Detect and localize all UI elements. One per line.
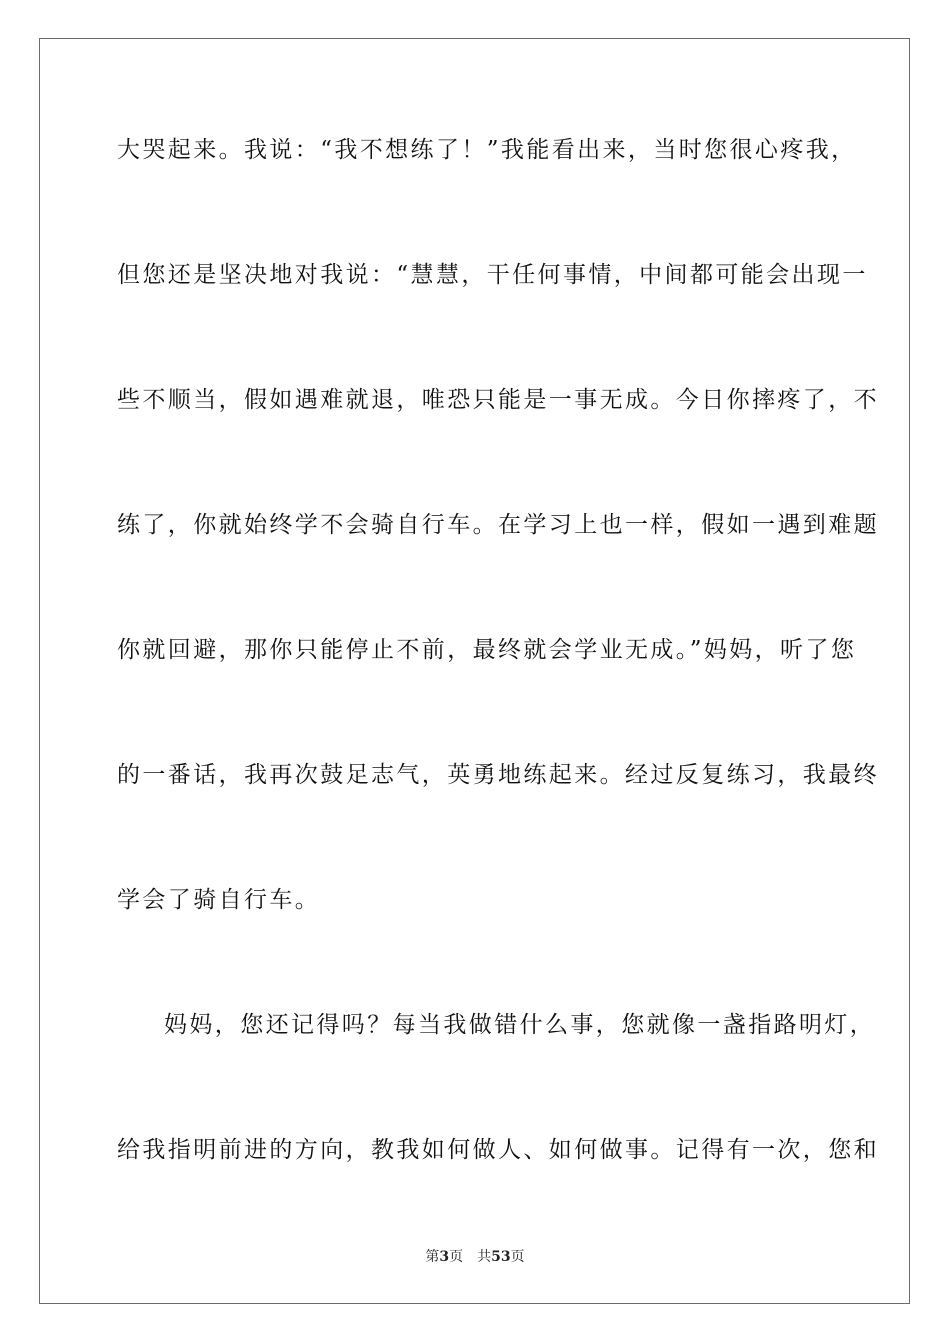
text-line: 但您还是坚决地对我说：“慧慧，干任何事情，中间都可能会出现一	[117, 262, 868, 288]
text-line: 大哭起来。我说：“我不想练了！”我能看出来，当时您很心疼我，	[117, 137, 857, 163]
page-footer	[0, 1248, 950, 1266]
total-prefix: 共	[477, 1249, 492, 1265]
page-suffix: 页	[449, 1249, 464, 1265]
text-line: 学会了骑自行车。	[117, 887, 321, 913]
text-line: 给我指明前进的方向，教我如何做人、如何做事。记得有一次，您和	[117, 1137, 879, 1163]
current-page-number: 3	[439, 1249, 450, 1265]
text-line-indented: 妈妈，您还记得吗？每当我做错什么事，您就像一盏指路明灯，	[164, 1012, 876, 1038]
text-line: 你就回避，那你只能停止不前，最终就会学业无成。”妈妈，听了您	[117, 637, 857, 663]
text-line: 些不顺当，假如遇难就退，唯恐只能是一事无成。今日你摔疼了，不	[117, 387, 879, 413]
text-line: 练了，你就始终学不会骑自行车。在学习上也一样，假如一遇到难题	[117, 512, 879, 538]
page-prefix: 第	[425, 1249, 440, 1265]
text-line: 的一番话，我再次鼓足志气，英勇地练起来。经过反复练习，我最终	[117, 762, 879, 788]
total-suffix: 页	[510, 1249, 525, 1265]
total-page-count: 53	[491, 1249, 511, 1265]
page-border	[39, 38, 910, 1304]
